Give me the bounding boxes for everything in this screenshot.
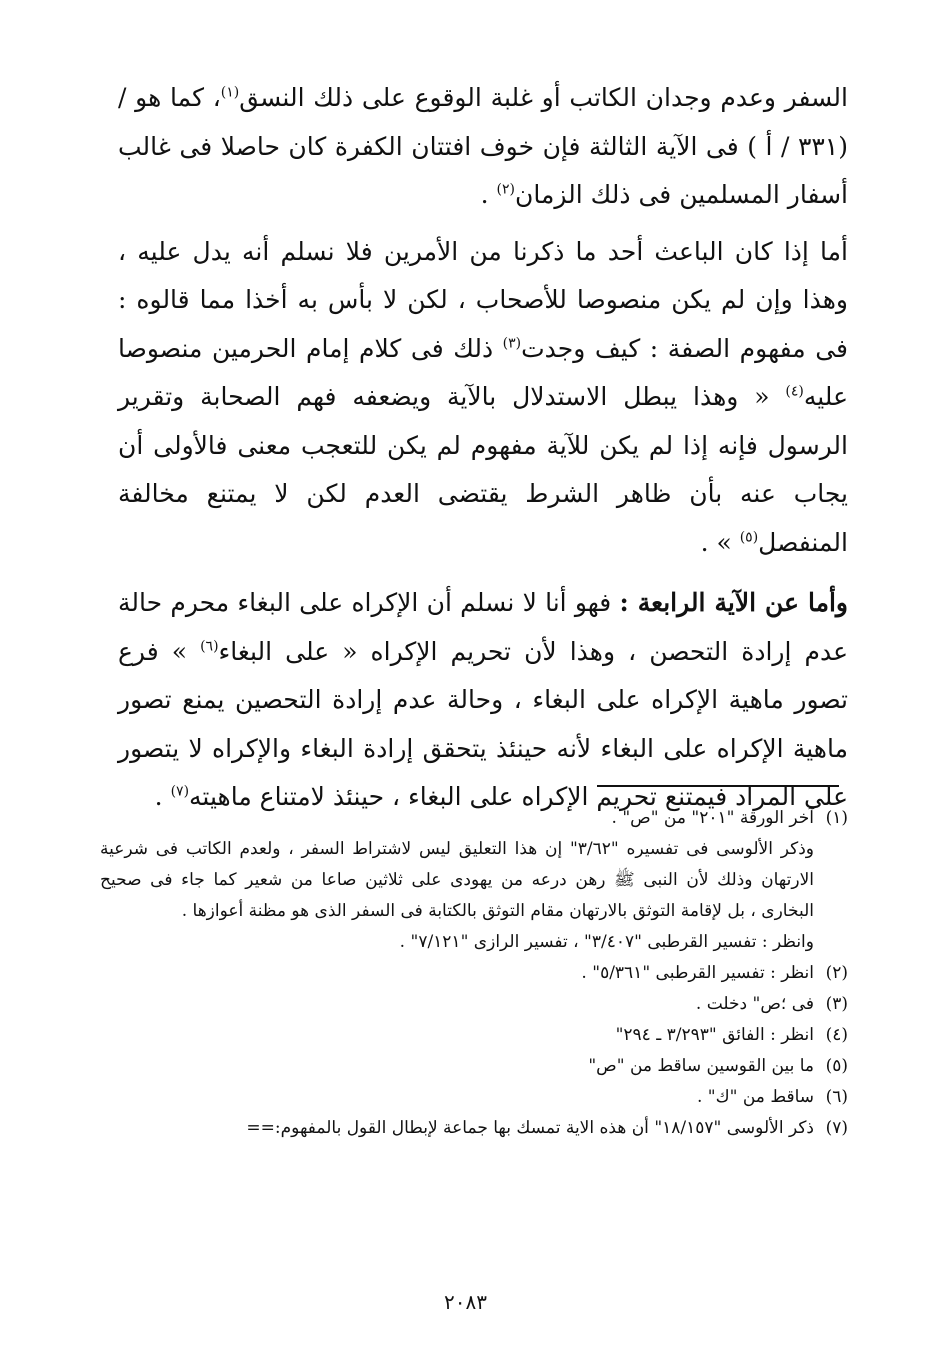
paragraph-1-text-c: .: [480, 180, 497, 209]
footnote-6-text: ساقط من "ك" .: [697, 1087, 814, 1107]
footnote-2: [100, 958, 848, 989]
paragraph-2-text-a: أما إذا كان الباعث أحد ما ذكرنا من الأمرين فلا نسلم أنه يدل عليه ، وهذا وإن لم يكن منصوصا للأصحاب ، لكن لا بأس به أخذا مما قالوه : فى مفهوم الصفة : كيف وجدت: [118, 236, 848, 363]
footnote-5-text: ما بين القوسين ساقط من "ص": [588, 1056, 814, 1076]
footnote-7: [100, 1113, 848, 1144]
footnote-ref-6: (٦): [200, 638, 219, 655]
footnote-1-see-also: وانظر : تفسير القرطبى "٣/٤٠٧" ، تفسير الرازى "٧/١٢١" .: [399, 932, 814, 952]
paragraph-3-lead: وأما عن الآية الرابعة :: [619, 588, 848, 617]
footnote-4-number: (٤): [825, 1025, 848, 1045]
footnote-4-text: انظر : الفائق "٣/٢٩٣ ـ ٢٩٤": [615, 1025, 814, 1045]
footnote-3-number: (٣): [825, 994, 848, 1014]
footnote-2-number: (٢): [825, 963, 848, 983]
footnote-ref-2: (٢): [496, 181, 516, 198]
footnote-2-text: انظر : تفسير القرطبى "٥/٣٦١" .: [581, 963, 814, 983]
footnote-ref-7: (٧): [170, 783, 190, 800]
footnote-3: [100, 989, 848, 1020]
footnote-5-number: (٥): [825, 1056, 848, 1076]
footnote-ref-1: (١): [220, 84, 240, 101]
footnote-7-text: ذكر الألوسى "١٨/١٥٧" أن هذه الاية تمسك بها جماعة لإبطال القول بالمفهوم:==: [246, 1118, 814, 1138]
footnote-1-continuation: وذكر الألوسى فى تفسيره "٣/٦٢" إن هذا التعليق ليس لاشتراط السفر ، ولعدم الكاتب فى شرعية الارتهان وذلك لأن النبى ﷺ رهن درعه من يهودى على ثلاثين صاعا من شعير كما جاء فى صحيح البخارى ، بل لإقامة التوثق بالارتهان مقام التوثق بالكتابة فى السفر الذى هو مظنة أعوازها .: [100, 839, 814, 921]
footnote-6-number: (٦): [825, 1087, 848, 1107]
footnote-separator: [597, 785, 839, 787]
main-text: [118, 74, 848, 834]
footnote-ref-4: (٤): [785, 383, 804, 400]
footnote-1-number: (١): [825, 808, 848, 828]
footnotes: [100, 803, 848, 1144]
page-number: ٢٠٨٣: [444, 1290, 487, 1314]
footnote-ref-5: (٥): [739, 529, 759, 546]
paragraph-2-text-c: « وهذا يبطل الاستدلال بالآية ويضعفه فهم الصحابة وتقرير الرسول فإنه إذا لم يكن للآية مفهوم لم يكن للتعجب معنى فالأولى أن يجاب عنه بأن ظاهر الشرط يقتضى العدم لكن لا يمتنع مخالفة المنفصل: [118, 382, 848, 557]
paragraph-3-text-c: .: [154, 782, 171, 811]
paragraph-1: [118, 74, 848, 220]
footnote-1-text: آخر الورقة "٢٠١" من "ص" .: [611, 808, 814, 828]
paragraph-3-text-b: » فرع تصور ماهية الإكراه على البغاء ، وحالة عدم إرادة التحصين يمنع تصور ماهية الإكراه على البغاء لأنه حينئذ يتحقق إرادة البغاء والإكراه لا يتصور على المراد فيمتنع تحريم الإكراه على البغاء ، حينئذ لامتناع ماهيته: [118, 636, 848, 811]
paragraph-2: [118, 228, 848, 568]
paragraph-2-text-b: ذلك فى كلام إمام الحرمين منصوصا عليه: [118, 333, 848, 411]
paragraph-1-text-a: السفر وعدم وجدان الكاتب أو غلبة الوقوع على ذلك النسق: [239, 83, 848, 112]
footnote-7-number: (٧): [825, 1118, 848, 1138]
paragraph-2-text-d: » .: [700, 527, 740, 557]
footnote-5: [100, 1051, 848, 1082]
footnote-6: [100, 1082, 848, 1113]
footnote-ref-3: (٣): [502, 335, 522, 352]
footnote-1: [100, 803, 848, 834]
footnote-3-text: فى ؛ص" دخلت .: [695, 994, 814, 1014]
footnote-4: [100, 1020, 848, 1051]
paragraph-3-text-a: فهو أنا لا نسلم أن الإكراه على البغاء محرم حالة عدم إرادة التحصن ، وهذا لأن تحريم الإكراه « على البغاء: [118, 588, 848, 666]
paragraph-1-text-b: ، كما هو / (٣٣١ / أ ) فى الآية الثالثة فإن خوف افتتان الكفرة كان حاصلا فى غالب أسفار المسلمين فى ذلك الزمان: [118, 83, 848, 209]
